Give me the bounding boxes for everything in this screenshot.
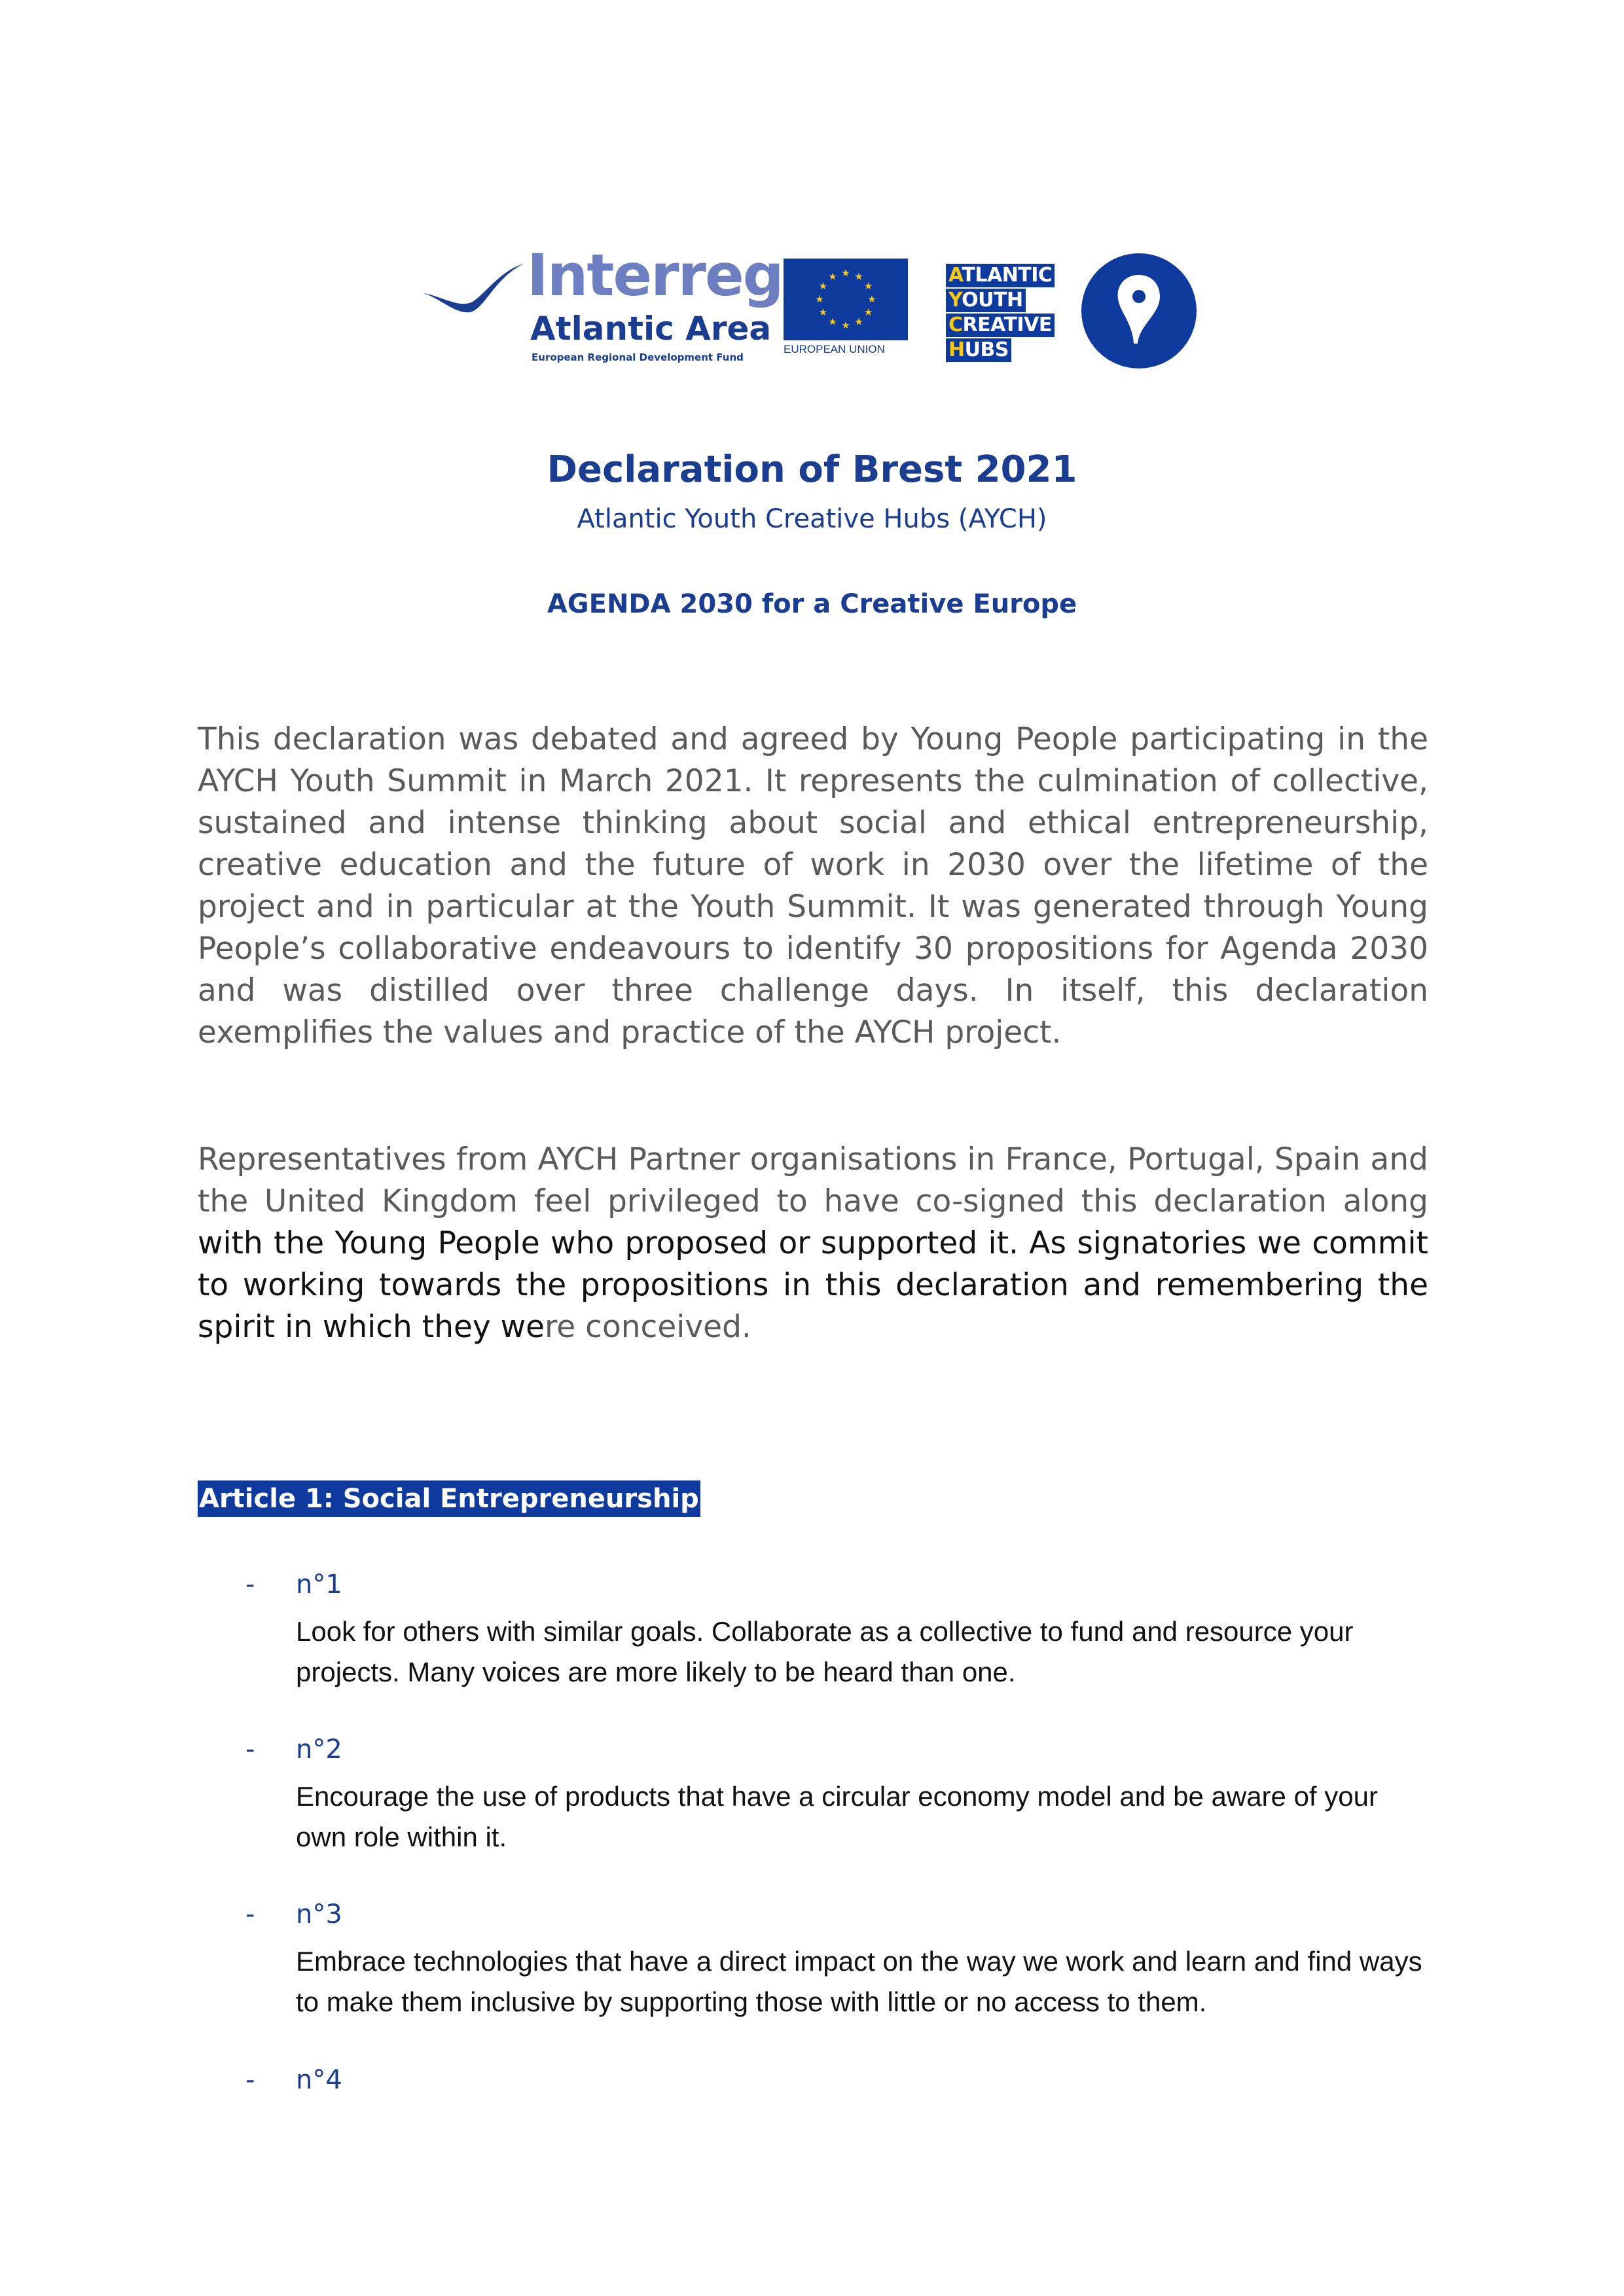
agenda-heading: AGENDA 2030 for a Creative Europe bbox=[547, 589, 1077, 619]
aych-line-2 bbox=[946, 289, 1026, 312]
eu-star-icon: ★ bbox=[867, 293, 876, 305]
eu-star-icon: ★ bbox=[828, 270, 837, 283]
intro-paragraph-1: This declaration was debated and agreed by Young People participating in the AYCH Youth Summit in March 2021. It represents the culmination of collective, sustained and intense thinking about social and ethical entrepreneurship, creative education and the future of work in 2030 over the lifetime of the project and in particular at the Youth Summit. It was generated through Young People’s collaborative endeavours to identify 30 propositions for Agenda 2030 and was distilled over three challenge days. In itself, this declaration exemplifies the values and practice of the AYCH project. bbox=[198, 721, 1428, 1050]
interreg-name: Interreg bbox=[527, 242, 783, 309]
intro-paragraph-2-start: Representatives from AYCH Partner organisations in France, Portugal, Spain and the United Kingdom feel privileged to have co-signed this declaration along bbox=[198, 1141, 1428, 1219]
eu-flag-icon bbox=[784, 259, 908, 340]
list-dash: - bbox=[245, 1899, 255, 1929]
intro-paragraph-2-middle: with the Young People who proposed or supported it. As signatories we commit to working towards the propositions in this declaration and remembering the spirit in which they we bbox=[198, 1225, 1428, 1345]
logo-banner bbox=[419, 242, 1204, 376]
intro-paragraph-2-end: re conceived. bbox=[545, 1309, 751, 1345]
proposition-text: Look for others with similar goals. Collaborate as a collective to fund and resource your projects. Many voices are more likely to be heard than one. bbox=[296, 1616, 1354, 1687]
aych-logo bbox=[946, 264, 1064, 362]
eu-star-icon: ★ bbox=[854, 270, 863, 283]
aych-line-1 bbox=[946, 264, 1055, 287]
proposition-number: n°4 bbox=[296, 2065, 342, 2095]
list-dash: - bbox=[245, 2065, 255, 2095]
aych-initial: A bbox=[948, 264, 962, 287]
eu-star-icon: ★ bbox=[815, 293, 824, 305]
page-title: Declaration of Brest 2021 bbox=[547, 448, 1077, 491]
proposition-text: Embrace technologies that have a direct impact on the way we work and learn and find ways to make them inclusive by supporting those with little or no access to them. bbox=[296, 1946, 1422, 2017]
eu-star-icon: ★ bbox=[841, 319, 850, 331]
eu-star-icon: ★ bbox=[841, 267, 850, 279]
eu-star-icon: ★ bbox=[818, 280, 828, 292]
aych-word: UBS bbox=[964, 338, 1009, 361]
eu-star-icon: ★ bbox=[828, 315, 837, 328]
interreg-fund: European Regional Development Fund bbox=[532, 351, 744, 363]
list-dash: - bbox=[245, 1734, 255, 1765]
eu-star-icon: ★ bbox=[863, 280, 873, 292]
location-pin-icon bbox=[1080, 252, 1198, 370]
proposition-number: n°1 bbox=[296, 1570, 342, 1600]
eu-logo bbox=[784, 259, 914, 363]
eu-star-icon: ★ bbox=[854, 315, 863, 328]
page-subtitle: Atlantic Youth Creative Hubs (AYCH) bbox=[577, 504, 1047, 534]
aych-initial: Y bbox=[948, 289, 962, 312]
aych-line-4 bbox=[946, 338, 1011, 362]
aych-line-3 bbox=[946, 314, 1055, 337]
aych-initial: C bbox=[948, 314, 963, 336]
eu-star-icon: ★ bbox=[818, 306, 828, 318]
eu-star-icon: ★ bbox=[863, 306, 873, 318]
interreg-logo bbox=[419, 242, 783, 376]
aych-word: REATIVE bbox=[962, 314, 1052, 336]
article-1-heading: Article 1: Social Entrepreneurship bbox=[198, 1480, 700, 1517]
eu-label: EUROPEAN UNION bbox=[784, 343, 885, 355]
proposition-number: n°2 bbox=[296, 1734, 342, 1765]
aych-initial: H bbox=[948, 338, 965, 361]
intro-paragraph-2 bbox=[198, 1139, 1428, 1348]
list-dash: - bbox=[245, 1570, 255, 1600]
proposition-text: Encourage the use of products that have a circular economy model and be aware of your own role within it. bbox=[296, 1781, 1378, 1852]
interreg-area: Atlantic Area bbox=[530, 310, 772, 348]
aych-word: OUTH bbox=[962, 289, 1023, 312]
proposition-number: n°3 bbox=[296, 1899, 342, 1929]
aych-word: TLANTIC bbox=[962, 264, 1053, 287]
interreg-swoosh-icon bbox=[419, 259, 527, 317]
